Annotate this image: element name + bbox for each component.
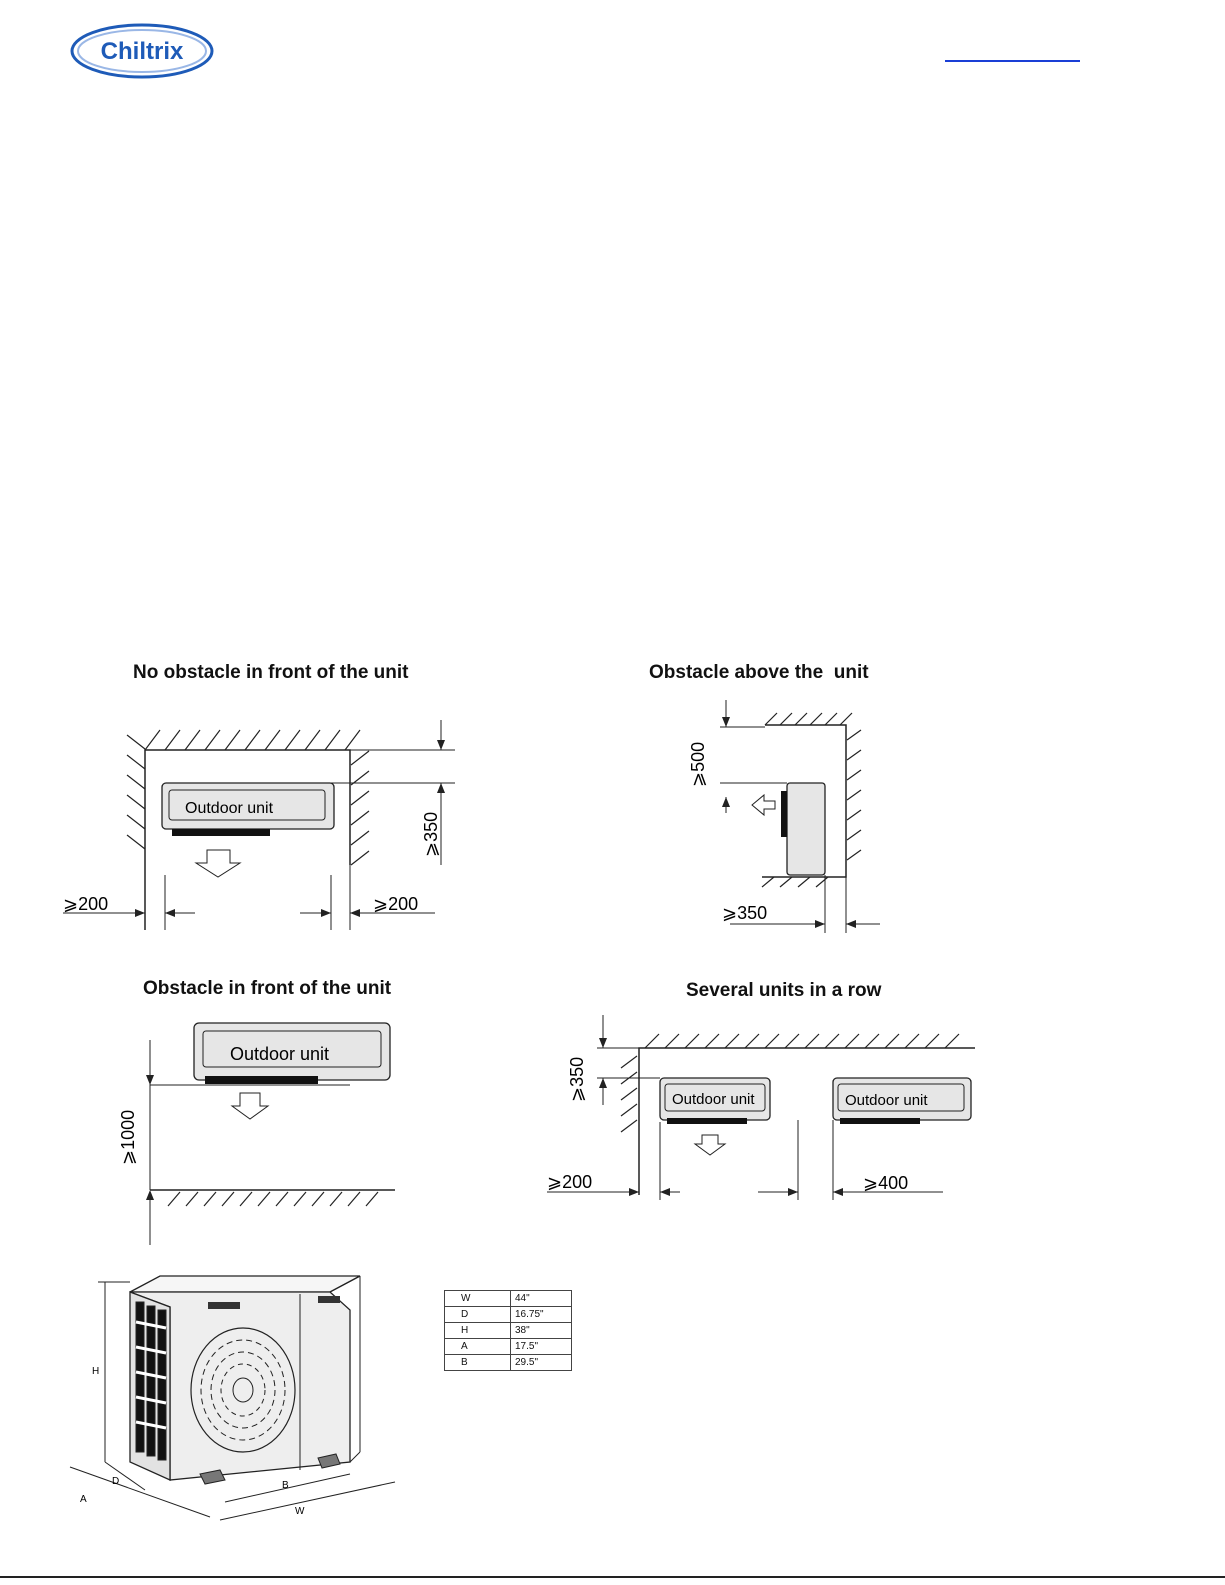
table-row bbox=[445, 1307, 572, 1323]
figure-title-obstacle-front: Obstacle in front of the unit bbox=[143, 978, 392, 999]
dim-key: A bbox=[445, 1339, 511, 1355]
dim-between: ⩾400 bbox=[863, 1173, 909, 1193]
dim-key: W bbox=[445, 1291, 511, 1307]
table-row bbox=[445, 1355, 572, 1371]
unit-label: Outdoor unit bbox=[185, 800, 274, 817]
dim-label-a: A bbox=[80, 1494, 87, 1505]
unit-label-1: Outdoor unit bbox=[672, 1091, 755, 1108]
dim-value: 29.5" bbox=[511, 1355, 572, 1371]
unit-label: Outdoor unit bbox=[230, 1044, 330, 1064]
dim-label-w: W bbox=[295, 1506, 305, 1517]
dim-front: ⩾1000 bbox=[118, 1109, 138, 1165]
logo-text: Chiltrix bbox=[100, 38, 184, 65]
dim-bottom: ⩾350 bbox=[722, 903, 768, 923]
table-row bbox=[445, 1291, 572, 1307]
figure-several-units bbox=[545, 1010, 985, 1215]
dim-top: ⩾500 bbox=[688, 741, 708, 787]
dim-label-d: D bbox=[112, 1476, 120, 1487]
dim-key: B bbox=[445, 1355, 511, 1371]
dim-label-b: B bbox=[282, 1480, 289, 1491]
dim-key: D bbox=[445, 1307, 511, 1323]
figure-title-several-units: Several units in a row bbox=[686, 980, 882, 1001]
dim-top: ⩾350 bbox=[421, 811, 441, 857]
dim-right: ⩾200 bbox=[373, 894, 419, 914]
figure-title-no-obstacle: No obstacle in front of the unit bbox=[133, 662, 409, 683]
dim-label-h: H bbox=[92, 1366, 100, 1377]
dim-value: 17.5" bbox=[511, 1339, 572, 1355]
dim-value: 38" bbox=[511, 1323, 572, 1339]
dim-top: ⩾350 bbox=[567, 1056, 587, 1102]
unit-isometric-drawing bbox=[60, 1262, 405, 1524]
dim-left: ⩾200 bbox=[547, 1172, 593, 1192]
header-link[interactable] bbox=[945, 44, 1080, 62]
page-bottom-rule bbox=[0, 1576, 1225, 1578]
dim-value: 16.75" bbox=[511, 1307, 572, 1323]
table-row bbox=[445, 1323, 572, 1339]
figure-no-obstacle bbox=[55, 715, 475, 935]
unit-label-2: Outdoor unit bbox=[845, 1092, 928, 1109]
company-logo bbox=[70, 22, 215, 80]
figure-title-obstacle-above: Obstacle above the unit bbox=[649, 662, 869, 683]
dimensions-table bbox=[444, 1290, 572, 1371]
dim-value: 44" bbox=[511, 1291, 572, 1307]
figure-obstacle-front bbox=[110, 1020, 410, 1250]
dim-key: H bbox=[445, 1323, 511, 1339]
figure-obstacle-above bbox=[680, 695, 900, 940]
table-row bbox=[445, 1339, 572, 1355]
dim-left: ⩾200 bbox=[63, 894, 109, 914]
